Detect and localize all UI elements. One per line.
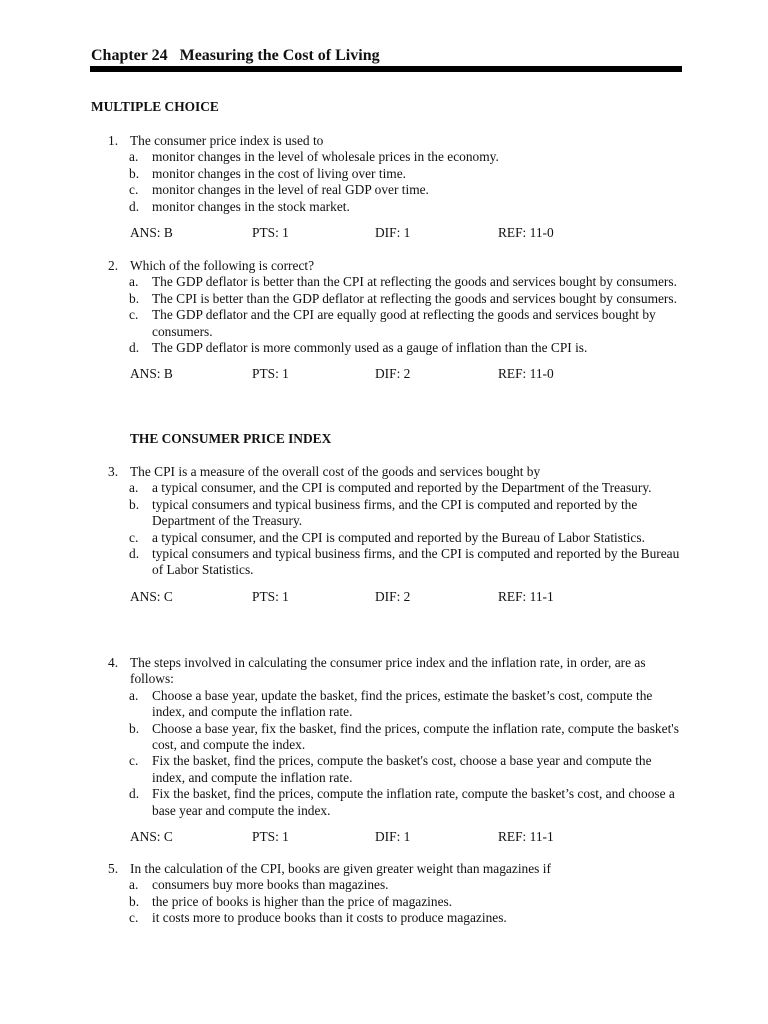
reference: REF: 11-1 — [498, 829, 554, 845]
answer-option-a — [108, 149, 688, 165]
option-text: The GDP deflator is better than the CPI at reflecting the goods and services bought by consumers. — [152, 274, 677, 290]
chapter-header — [91, 46, 682, 66]
answer-key: ANS: C — [130, 588, 173, 604]
option-letter: c. — [129, 182, 139, 198]
option-text: typical consumers and typical business firms, and the CPI is computed and reported by the Department of the Treasury. — [152, 496, 638, 529]
option-letter: b. — [129, 720, 140, 736]
option-text: the price of books is higher than the price of magazines. — [152, 893, 453, 909]
header-rule — [90, 66, 682, 72]
question-number: 2. — [108, 258, 119, 273]
answer-option-b — [108, 497, 688, 530]
question-text: The CPI is a measure of the overall cost of the goods and services bought by — [130, 464, 541, 479]
question-stem — [108, 655, 688, 688]
option-text: monitor changes in the level of wholesale prices in the economy. — [152, 149, 499, 165]
option-letter: d. — [129, 546, 140, 562]
question-text: The consumer price index is used to — [130, 133, 324, 148]
reference: REF: 11-0 — [498, 225, 554, 241]
answer-key-row — [108, 829, 688, 845]
answer-option-a — [108, 480, 688, 496]
option-text: a typical consumer, and the CPI is computed and reported by the Bureau of Labor Statistics. — [152, 529, 645, 545]
question-number: 1. — [108, 133, 119, 148]
answer-option-c — [108, 753, 688, 786]
question-text: Which of the following is correct? — [130, 258, 315, 273]
section-heading-cpi: THE CONSUMER PRICE INDEX — [130, 431, 332, 446]
option-letter: b. — [129, 290, 140, 306]
question-stem — [108, 464, 688, 480]
option-letter: d. — [129, 198, 140, 214]
answer-key: ANS: B — [130, 225, 173, 241]
answer-key-row — [108, 225, 688, 241]
option-text: a typical consumer, and the CPI is computed and reported by the Department of the Treasury. — [152, 480, 652, 496]
question-number: 4. — [108, 655, 119, 670]
answer-option-d — [108, 546, 688, 579]
question-text: In the calculation of the CPI, books are given greater weight than magazines if — [130, 861, 551, 876]
answer-option-b — [108, 721, 688, 754]
option-text: monitor changes in the cost of living over time. — [152, 165, 406, 181]
answer-key: ANS: B — [130, 366, 173, 382]
question-1 — [108, 133, 688, 241]
answer-option-b — [108, 166, 688, 182]
option-text: Fix the basket, find the prices, compute the basket's cost, choose a base year and compute the index, and compute the inflation rate. — [152, 753, 652, 785]
difficulty: DIF: 2 — [375, 366, 411, 382]
points: PTS: 1 — [252, 366, 289, 382]
answer-option-c — [108, 530, 688, 546]
option-letter: d. — [129, 340, 140, 356]
question-text: The steps involved in calculating the consumer price index and the inflation rate, in order, are as follows: — [130, 655, 646, 687]
question-number: 3. — [108, 464, 119, 479]
answer-options — [108, 274, 688, 356]
option-letter: c. — [129, 753, 139, 769]
answer-option-b — [108, 291, 688, 307]
points: PTS: 1 — [252, 829, 289, 845]
difficulty: DIF: 1 — [375, 829, 411, 845]
question-4 — [108, 655, 688, 845]
option-text: consumers buy more books than magazines. — [152, 877, 389, 893]
chapter-number: Chapter 24 — [91, 47, 168, 64]
question-stem — [108, 258, 688, 274]
question-number: 5. — [108, 861, 119, 876]
option-text: Choose a base year, fix the basket, find the prices, compute the inflation rate, compute the basket's cost, and compute the index. — [152, 720, 679, 753]
answer-option-c — [108, 910, 688, 926]
option-letter: a. — [129, 687, 139, 703]
chapter-title: Measuring the Cost of Living — [179, 47, 380, 64]
answer-option-d — [108, 340, 688, 356]
option-text: it costs more to produce books than it costs to produce magazines. — [152, 910, 507, 926]
section-heading-multiple-choice: MULTIPLE CHOICE — [91, 99, 219, 114]
question-2 — [108, 258, 688, 382]
option-text: monitor changes in the level of real GDP over time. — [152, 182, 429, 198]
option-text: The GDP deflator and the CPI are equally good at reflecting the goods and services bought by consumers. — [152, 307, 656, 339]
answer-option-a — [108, 877, 688, 893]
answer-option-b — [108, 894, 688, 910]
option-letter: b. — [129, 165, 140, 181]
option-letter: b. — [129, 893, 140, 909]
reference: REF: 11-1 — [498, 588, 554, 604]
option-letter: a. — [129, 877, 139, 893]
question-stem — [108, 133, 688, 149]
option-text: typical consumers and typical business firms, and the CPI is computed and reported by the Bureau of Labor Statistics. — [152, 546, 680, 578]
option-text: The CPI is better than the GDP deflator at reflecting the goods and services bought by consumers. — [152, 290, 677, 306]
question-5 — [108, 861, 688, 927]
question-stem — [108, 861, 688, 877]
option-letter: a. — [129, 274, 139, 290]
difficulty: DIF: 2 — [375, 588, 411, 604]
option-letter: d. — [129, 786, 140, 802]
answer-option-a — [108, 688, 688, 721]
answer-option-a — [108, 274, 688, 290]
option-text: The GDP deflator is more commonly used as a gauge of inflation than the CPI is. — [152, 340, 588, 356]
points: PTS: 1 — [252, 225, 289, 241]
option-letter: a. — [129, 480, 139, 496]
option-letter: c. — [129, 529, 139, 545]
answer-options — [108, 480, 688, 578]
option-letter: b. — [129, 496, 140, 512]
difficulty: DIF: 1 — [375, 225, 411, 241]
option-letter: c. — [129, 307, 139, 323]
answer-options — [108, 149, 688, 215]
question-3 — [108, 464, 688, 605]
option-letter: a. — [129, 149, 139, 165]
answer-options — [108, 877, 688, 926]
option-text: Choose a base year, update the basket, find the prices, estimate the basket’s cost, compute the index, and compute the inflation rate. — [152, 687, 653, 720]
answer-option-c — [108, 182, 688, 198]
option-text: monitor changes in the stock market. — [152, 198, 350, 214]
answer-key: ANS: C — [130, 829, 173, 845]
option-letter: c. — [129, 910, 139, 926]
answer-option-d — [108, 786, 688, 819]
answer-option-d — [108, 199, 688, 215]
answer-option-c — [108, 307, 688, 340]
reference: REF: 11-0 — [498, 366, 554, 382]
answer-key-row — [108, 589, 688, 605]
answer-options — [108, 688, 688, 819]
answer-key-row — [108, 366, 688, 382]
option-text: Fix the basket, find the prices, compute the inflation rate, compute the basket’s cost, and choose a base year and compute the index. — [152, 786, 675, 818]
points: PTS: 1 — [252, 588, 289, 604]
